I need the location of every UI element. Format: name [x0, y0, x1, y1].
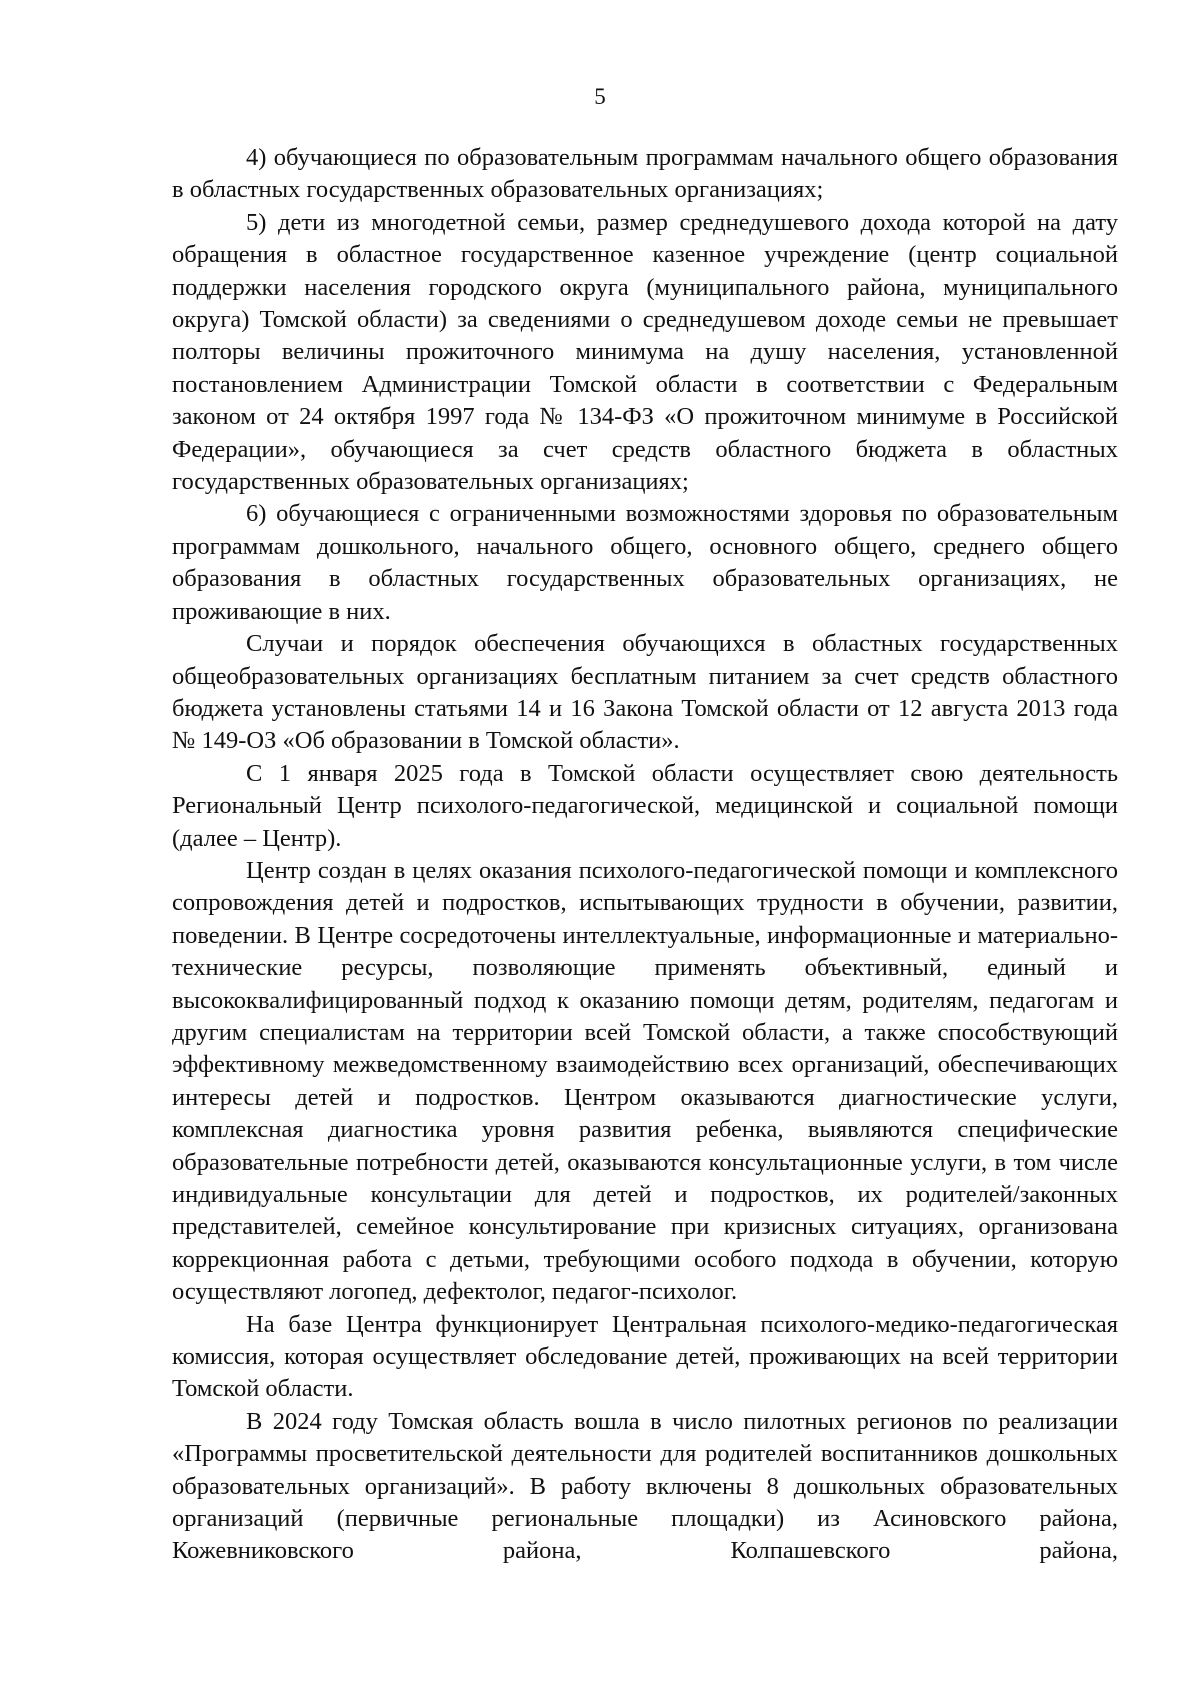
document-body — [172, 142, 1118, 1568]
paragraph-item-5: 5) дети из многодетной семьи, размер среднедушевого дохода которой на дату обращения в областное государственное казенное учреждение (центр социальной поддержки населения городского округа (муниципального района, муниципального округа) Томской области) за сведениями о среднедушевом доходе семьи не превышает полторы величины прожиточного минимума на душу населения, установленной постановлением Администрации Томской области в соответствии с Федеральным законом от 24 октября 1997 года № 134-ФЗ «О прожиточном минимуме в Российской Федерации», обучающиеся за счет средств областного бюджета в областных государственных образовательных организациях; — [172, 208, 1118, 496]
page-number: 5 — [594, 84, 606, 109]
paragraph-center-description: Центр создан в целях оказания психолого-педагогической помощи и комплексного сопровождения детей и подростков, испытывающих трудности в обучении, развитии, поведении. В Центре сосредоточены интеллектуальные, информационные и материально-технические ресурсы, позволяющие применять объективный, единый и высококвалифицированный подход к оказанию помощи детям, родителям, педагогам и другим специалистам на территории всей Томской области, а также способствующий эффективному межведомственному взаимодействию всех организаций, обеспечивающих интересы детей и подростков. Центром оказываются диагностические услуги, комплексная диагностика уровня развития ребенка, выявляются специфические образовательные потребности детей, оказываются консультационные услуги, в том числе индивидуальные консультации для детей и подростков, их родителей/законных представителей, семейное консультирование при кризисных ситуациях, организована коррекционная работа с детьми, требующими особого подхода в обучении, которую осуществляют логопед, дефектолог, педагог-психолог. — [172, 856, 1118, 1306]
paragraph-item-4: 4) обучающиеся по образовательным программам начального общего образования в областных государственных образовательных организациях; — [172, 144, 1118, 204]
paragraph-center-intro: С 1 января 2025 года в Томской области осуществляет свою деятельность Региональный Центр психолого-педагогической, медицинской и социальной помощи (далее – Центр). — [172, 759, 1118, 852]
paragraph-item-6: 6) обучающиеся с ограниченными возможностями здоровья по образовательным программам дошкольного, начального общего, основного общего, среднего общего образования в областных государственных образовательных организациях, не проживающие в них. — [172, 500, 1118, 625]
paragraph-free-meals: Случаи и порядок обеспечения обучающихся в областных государственных общеобразовательных организациях бесплатным питанием за счет средств областного бюджета установлены статьями 14 и 16 Закона Томской области от 12 августа 2013 года № 149-ОЗ «Об образовании в Томской области». — [172, 630, 1118, 755]
paragraph-pilot-program: В 2024 году Томская область вошла в число пилотных регионов по реализации «Программы просветительской деятельности для родителей воспитанников дошкольных образовательных организаций». В работу включены 8 дошкольных образовательных организаций (первичные региональные площадки) из Асиновского района, Кожевниковского района, Колпашевского района, — [172, 1407, 1118, 1565]
paragraph-commission: На базе Центра функционирует Центральная психолого-медико-педагогическая комиссия, которая осуществляет обследование детей, проживающих на всей территории Томской области. — [172, 1310, 1118, 1403]
